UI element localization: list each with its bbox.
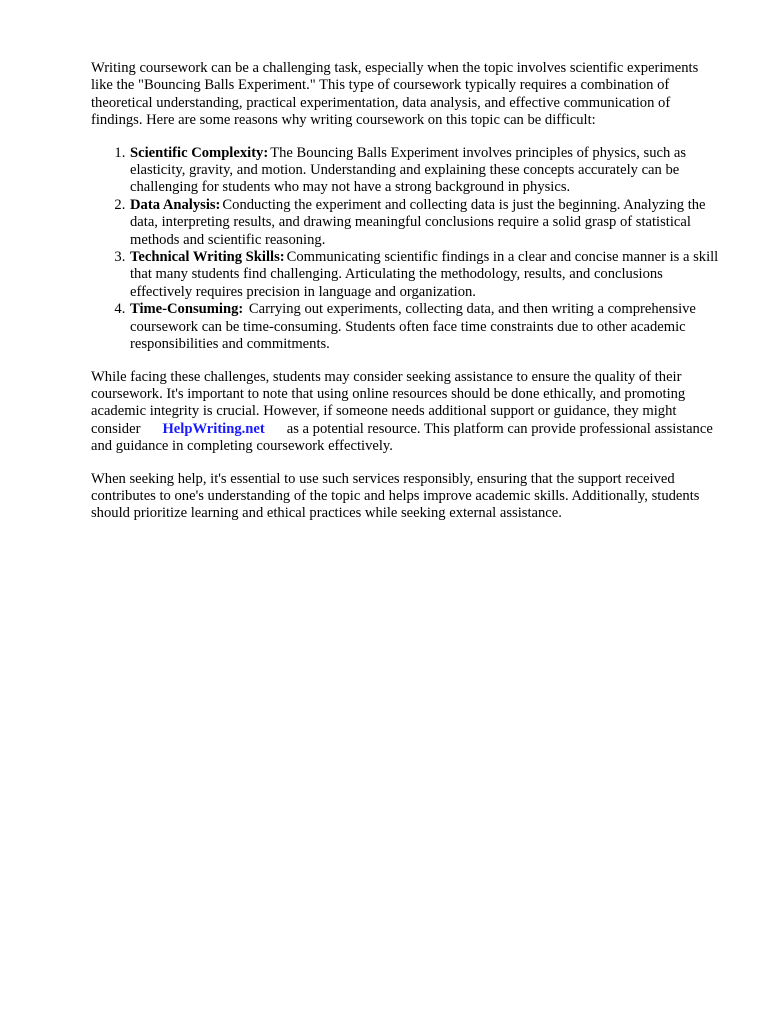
reason-term: Time-Consuming: [130,301,244,318]
reason-text: Carrying out experiments, collecting data, and then writing a comprehensive coursework can be time-consuming. Students often face time constraints due to other academic responsibilities and commitments. [130,301,696,353]
document-page [91,60,723,538]
reason-term: Technical Writing Skills: [130,249,285,266]
list-item [129,249,723,301]
reason-text: The Bouncing Balls Experiment involves principles of physics, such as elasticity, gravity, and motion. Understanding and explaining these concepts accurately can be challenging for students who may not have a strong background in physics. [130,144,687,196]
reason-text: Communicating scientific findings in a clear and concise manner is a skill that many students find challenging. Articulating the methodology, results, and conclusions effectively requires precision in language and organization. [130,249,719,300]
assistance-text-after: as a potential resource. This platform can provide professional assistance and guidance in completing coursework effectively. [91,420,713,455]
reason-term: Scientific Complexity: [130,144,269,161]
reason-text: Conducting the experiment and collecting data is just the beginning. Analyzing the data, interpreting results, and drawing meaningful conclusions require a solid grasp of statistical methods and scientific reasoning. [130,196,706,248]
helpwriting-link[interactable]: HelpWriting.net [162,420,265,437]
reasons-list [91,145,723,354]
assistance-paragraph [91,369,723,456]
list-item [129,301,723,353]
closing-paragraph: When seeking help, it's essential to use such services responsibly, ensuring that the support received contributes to one's understanding of the topic and helps improve academic skills. Additionally, students should prioritize learning and ethical practices while seeking external assistance. [91,470,700,522]
list-item [129,145,723,197]
assistance-text-before: While facing these challenges, students may consider seeking assistance to ensure the quality of their coursework. It's important to note that using online resources should be done ethically, and promoting academic integrity is crucial. However, if someone needs additional support or guidance, they might consider [91,368,686,437]
intro-paragraph: Writing coursework can be a challenging task, especially when the topic involves scientific experiments like the "Bouncing Balls Experiment." This type of coursework typically requires a combination of theoretical understanding, practical experimentation, data analysis, and effective communication of findings. Here are some reasons why writing coursework on this topic can be difficult: [91,60,699,129]
reason-term: Data Analysis: [130,196,221,213]
list-item [129,197,723,249]
